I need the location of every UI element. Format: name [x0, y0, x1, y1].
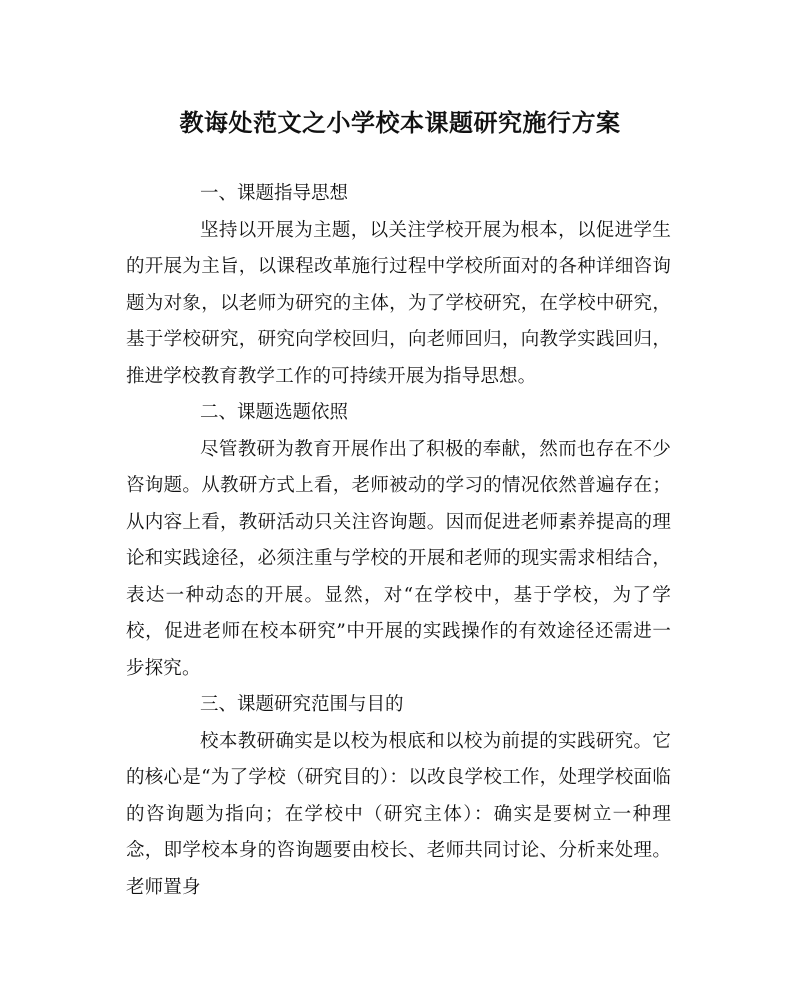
section-heading-guiding-ideology: 一、课题指导思想 [200, 183, 349, 204]
section-paragraph-guiding-ideology: 坚持以开展为主题，以关注学校开展为根本，以促进学生的开展为主旨，以课程改革施行过程中学校所面对的各种详细咨询题为对象，以老师为研究的主体，为了学校研究，在学校中研究，基于学校研究，研究向学校回归，向老师回归，向教学实践回归，推进学校教育教学工作的可持续开展为指导思想。 [126, 219, 671, 387]
section-paragraph-scope-purpose: 校本教研确实是以校为根底和以校为前提的实践研究。它的核心是“为了学校（研究目的）：以改良学校工作，处理学校面临的咨询题为指向；在学校中（研究主体）：确实是要树立一种理念，即学校本身的咨询题要由校长、老师共同讨论、分析来处理。老师置身 [126, 730, 671, 898]
section-heading-topic-basis: 二、课题选题依照 [200, 402, 349, 423]
section-heading-scope-purpose: 三、课题研究范围与目的 [200, 694, 404, 715]
section-paragraph-topic-basis: 尽管教研为教育开展作出了积极的奉献，然而也存在不少咨询题。从教研方式上看，老师被动的学习的情况依然普遍存在；从内容上看，教研活动只关注咨询题。因而促进老师素养提高的理论和实践途径，必须注重与学校的开展和老师的现实需求相结合，表达一种动态的开展。显然，对“在学校中，基于学校，为了学校，促进老师在校本研究”中开展的实践操作的有效途径还需进一步探究。 [126, 438, 671, 679]
document-body [126, 176, 671, 906]
document-title: 教诲处范文之小学校本课题研究施行方案 [179, 108, 621, 137]
